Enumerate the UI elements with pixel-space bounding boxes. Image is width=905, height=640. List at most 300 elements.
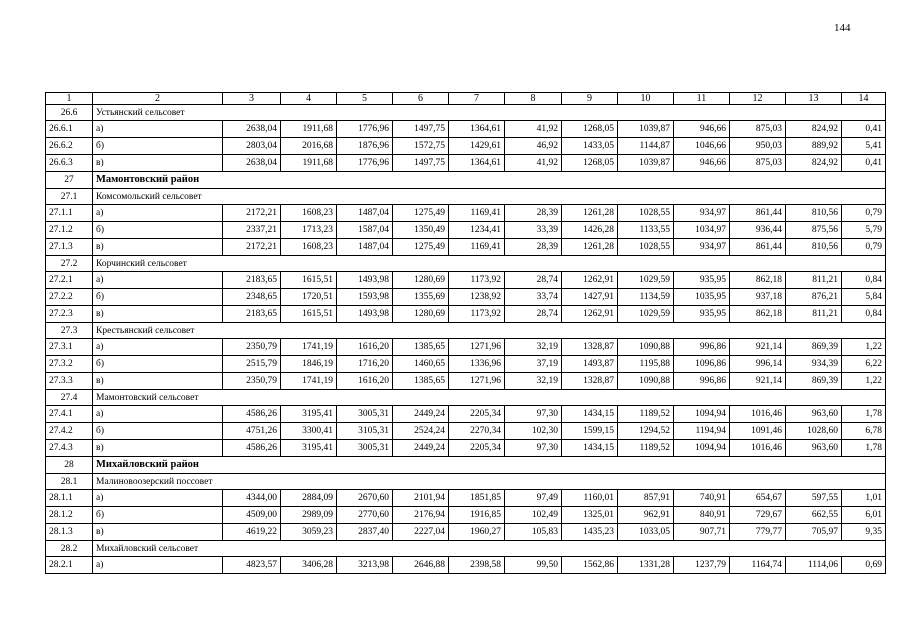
value-cell: 862,18 <box>730 306 786 323</box>
value-cell: 105,83 <box>505 524 562 541</box>
header-cell: 2 <box>93 93 223 105</box>
row-code: 27.3.3 <box>46 373 93 390</box>
value-cell: 1144,87 <box>618 138 674 155</box>
value-cell: 2183,65 <box>223 272 281 289</box>
section-title: Комсомольский сельсовет <box>93 189 886 205</box>
value-cell: 1261,28 <box>562 239 618 256</box>
value-cell: 876,21 <box>786 289 842 306</box>
value-cell: 2176,94 <box>393 507 449 524</box>
value-cell: 1336,96 <box>449 356 505 373</box>
value-cell: 597,55 <box>786 490 842 507</box>
value-cell: 1716,20 <box>337 356 393 373</box>
value-cell: 1487,04 <box>337 205 393 222</box>
value-cell: 5,41 <box>842 138 886 155</box>
value-cell: 33,74 <box>505 289 562 306</box>
value-cell: 1029,59 <box>618 272 674 289</box>
value-cell: 2172,21 <box>223 239 281 256</box>
value-cell: 1114,06 <box>786 557 842 574</box>
value-cell: 705,97 <box>786 524 842 541</box>
value-cell: 811,21 <box>786 306 842 323</box>
value-cell: 1562,86 <box>562 557 618 574</box>
section-title: Корчинский сельсовет <box>93 256 886 272</box>
value-cell: 1275,49 <box>393 239 449 256</box>
value-cell: 2449,24 <box>393 440 449 457</box>
row-code: 28.2 <box>46 541 93 557</box>
value-cell: 861,44 <box>730 239 786 256</box>
value-cell: 1427,91 <box>562 289 618 306</box>
value-cell: 32,19 <box>505 373 562 390</box>
value-cell: 6,22 <box>842 356 886 373</box>
value-cell: 811,21 <box>786 272 842 289</box>
table-row <box>46 507 886 524</box>
value-cell: 5,84 <box>842 289 886 306</box>
table-row <box>46 289 886 306</box>
value-cell: 41,92 <box>505 155 562 172</box>
value-cell: 2638,04 <box>223 155 281 172</box>
row-label: б) <box>93 138 223 155</box>
value-cell: 779,77 <box>730 524 786 541</box>
value-cell: 1133,55 <box>618 222 674 239</box>
value-cell: 1169,41 <box>449 239 505 256</box>
value-cell: 1271,96 <box>449 373 505 390</box>
value-cell: 1616,20 <box>337 373 393 390</box>
value-cell: 1096,86 <box>674 356 730 373</box>
value-cell: 1,78 <box>842 440 886 457</box>
value-cell: 1776,96 <box>337 121 393 138</box>
row-code: 27.1.3 <box>46 239 93 256</box>
table-row <box>46 155 886 172</box>
value-cell: 6,01 <box>842 507 886 524</box>
table-row <box>46 440 886 457</box>
value-cell: 2172,21 <box>223 205 281 222</box>
value-cell: 1433,05 <box>562 138 618 155</box>
header-cell: 11 <box>674 93 730 105</box>
value-cell: 0,79 <box>842 239 886 256</box>
header-cell: 3 <box>223 93 281 105</box>
value-cell: 3005,31 <box>337 406 393 423</box>
value-cell: 862,18 <box>730 272 786 289</box>
value-cell: 921,14 <box>730 373 786 390</box>
row-label: в) <box>93 306 223 323</box>
row-code: 27.4.2 <box>46 423 93 440</box>
value-cell: 97,30 <box>505 406 562 423</box>
value-cell: 963,60 <box>786 406 842 423</box>
header-cell: 14 <box>842 93 886 105</box>
value-cell: 962,91 <box>618 507 674 524</box>
value-cell: 1616,20 <box>337 339 393 356</box>
row-code: 26.6.1 <box>46 121 93 138</box>
value-cell: 2524,24 <box>393 423 449 440</box>
value-cell: 936,44 <box>730 222 786 239</box>
value-cell: 3300,41 <box>281 423 337 440</box>
value-cell: 1916,85 <box>449 507 505 524</box>
value-cell: 1325,01 <box>562 507 618 524</box>
value-cell: 1271,96 <box>449 339 505 356</box>
value-cell: 1599,15 <box>562 423 618 440</box>
value-cell: 1776,96 <box>337 155 393 172</box>
value-cell: 1435,23 <box>562 524 618 541</box>
value-cell: 41,92 <box>505 121 562 138</box>
value-cell: 0,41 <box>842 121 886 138</box>
row-code: 28.1.2 <box>46 507 93 524</box>
row-code: 28.1 <box>46 474 93 490</box>
row-code: 28 <box>46 457 93 474</box>
value-cell: 4823,57 <box>223 557 281 574</box>
value-cell: 1169,41 <box>449 205 505 222</box>
row-code: 28.1.1 <box>46 490 93 507</box>
row-code: 26.6 <box>46 105 93 121</box>
table-row <box>46 306 886 323</box>
value-cell: 97,30 <box>505 440 562 457</box>
value-cell: 1487,04 <box>337 239 393 256</box>
value-cell: 1234,41 <box>449 222 505 239</box>
row-code: 27.1.2 <box>46 222 93 239</box>
table-body <box>46 93 886 574</box>
section-row <box>46 390 886 406</box>
row-code: 27 <box>46 172 93 189</box>
row-code: 27.2.2 <box>46 289 93 306</box>
row-label: б) <box>93 356 223 373</box>
value-cell: 102,49 <box>505 507 562 524</box>
value-cell: 946,66 <box>674 155 730 172</box>
value-cell: 1355,69 <box>393 289 449 306</box>
value-cell: 1331,28 <box>618 557 674 574</box>
value-cell: 5,79 <box>842 222 886 239</box>
value-cell: 1189,52 <box>618 440 674 457</box>
table-row <box>46 406 886 423</box>
value-cell: 921,14 <box>730 339 786 356</box>
value-cell: 0,69 <box>842 557 886 574</box>
row-code: 28.1.3 <box>46 524 93 541</box>
value-cell: 1261,28 <box>562 205 618 222</box>
value-cell: 3005,31 <box>337 440 393 457</box>
value-cell: 4586,26 <box>223 440 281 457</box>
value-cell: 889,92 <box>786 138 842 155</box>
header-cell: 12 <box>730 93 786 105</box>
value-cell: 937,18 <box>730 289 786 306</box>
row-code: 27.2.1 <box>46 272 93 289</box>
value-cell: 28,74 <box>505 306 562 323</box>
value-cell: 1876,96 <box>337 138 393 155</box>
value-cell: 662,55 <box>786 507 842 524</box>
value-cell: 1497,75 <box>393 121 449 138</box>
table-row <box>46 373 886 390</box>
value-cell: 1090,88 <box>618 373 674 390</box>
value-cell: 2638,04 <box>223 121 281 138</box>
value-cell: 37,19 <box>505 356 562 373</box>
value-cell: 1851,85 <box>449 490 505 507</box>
value-cell: 1160,01 <box>562 490 618 507</box>
value-cell: 1911,68 <box>281 121 337 138</box>
value-cell: 1173,92 <box>449 306 505 323</box>
row-label: а) <box>93 557 223 574</box>
value-cell: 729,67 <box>730 507 786 524</box>
row-code: 27.3 <box>46 323 93 339</box>
value-cell: 2989,09 <box>281 507 337 524</box>
row-code: 27.4.1 <box>46 406 93 423</box>
value-cell: 1615,51 <box>281 306 337 323</box>
value-cell: 1364,61 <box>449 121 505 138</box>
value-cell: 810,56 <box>786 239 842 256</box>
value-cell: 1164,74 <box>730 557 786 574</box>
value-cell: 28,39 <box>505 239 562 256</box>
value-cell: 1608,23 <box>281 205 337 222</box>
value-cell: 950,03 <box>730 138 786 155</box>
value-cell: 869,39 <box>786 339 842 356</box>
row-label: а) <box>93 205 223 222</box>
district-row <box>46 457 886 474</box>
value-cell: 2884,09 <box>281 490 337 507</box>
value-cell: 935,95 <box>674 272 730 289</box>
row-code: 27.3.2 <box>46 356 93 373</box>
value-cell: 1493,87 <box>562 356 618 373</box>
value-cell: 3059,23 <box>281 524 337 541</box>
value-cell: 875,03 <box>730 155 786 172</box>
header-cell: 1 <box>46 93 93 105</box>
value-cell: 1460,65 <box>393 356 449 373</box>
value-cell: 4509,00 <box>223 507 281 524</box>
table-row <box>46 222 886 239</box>
value-cell: 1034,97 <box>674 222 730 239</box>
row-label: а) <box>93 339 223 356</box>
value-cell: 3213,98 <box>337 557 393 574</box>
header-cell: 7 <box>449 93 505 105</box>
value-cell: 1091,46 <box>730 423 786 440</box>
section-row <box>46 474 886 490</box>
value-cell: 1385,65 <box>393 339 449 356</box>
value-cell: 1016,46 <box>730 406 786 423</box>
row-label: а) <box>93 272 223 289</box>
value-cell: 2350,79 <box>223 339 281 356</box>
value-cell: 1094,94 <box>674 440 730 457</box>
table-row <box>46 339 886 356</box>
header-cell: 9 <box>562 93 618 105</box>
table-row <box>46 205 886 222</box>
value-cell: 2803,04 <box>223 138 281 155</box>
value-cell: 2337,21 <box>223 222 281 239</box>
value-cell: 0,84 <box>842 306 886 323</box>
value-cell: 32,19 <box>505 339 562 356</box>
section-row <box>46 189 886 205</box>
value-cell: 934,97 <box>674 205 730 222</box>
value-cell: 46,92 <box>505 138 562 155</box>
value-cell: 824,92 <box>786 121 842 138</box>
row-code: 26.6.2 <box>46 138 93 155</box>
value-cell: 28,74 <box>505 272 562 289</box>
value-cell: 1593,98 <box>337 289 393 306</box>
row-label: в) <box>93 239 223 256</box>
value-cell: 1173,92 <box>449 272 505 289</box>
value-cell: 4619,22 <box>223 524 281 541</box>
value-cell: 4586,26 <box>223 406 281 423</box>
value-cell: 2837,40 <box>337 524 393 541</box>
row-label: в) <box>93 440 223 457</box>
value-cell: 99,50 <box>505 557 562 574</box>
value-cell: 2205,34 <box>449 406 505 423</box>
row-label: в) <box>93 155 223 172</box>
value-cell: 28,39 <box>505 205 562 222</box>
page-number: 144 <box>834 22 851 34</box>
value-cell: 3105,31 <box>337 423 393 440</box>
row-code: 27.4 <box>46 390 93 406</box>
value-cell: 1713,23 <box>281 222 337 239</box>
value-cell: 1039,87 <box>618 155 674 172</box>
value-cell: 1237,79 <box>674 557 730 574</box>
value-cell: 102,30 <box>505 423 562 440</box>
value-cell: 1493,98 <box>337 272 393 289</box>
value-cell: 935,95 <box>674 306 730 323</box>
value-cell: 0,41 <box>842 155 886 172</box>
value-cell: 1028,60 <box>786 423 842 440</box>
header-cell: 6 <box>393 93 449 105</box>
section-title: Устьянский сельсовет <box>93 105 886 121</box>
row-code: 27.4.3 <box>46 440 93 457</box>
row-label: а) <box>93 490 223 507</box>
row-label: б) <box>93 289 223 306</box>
value-cell: 1572,75 <box>393 138 449 155</box>
value-cell: 2016,68 <box>281 138 337 155</box>
value-cell: 1328,87 <box>562 373 618 390</box>
value-cell: 861,44 <box>730 205 786 222</box>
value-cell: 2670,60 <box>337 490 393 507</box>
value-cell: 1238,92 <box>449 289 505 306</box>
value-cell: 1497,75 <box>393 155 449 172</box>
value-cell: 869,39 <box>786 373 842 390</box>
value-cell: 1587,04 <box>337 222 393 239</box>
section-row <box>46 323 886 339</box>
district-title: Михайловский район <box>93 457 886 474</box>
value-cell: 996,86 <box>674 373 730 390</box>
value-cell: 963,60 <box>786 440 842 457</box>
value-cell: 996,14 <box>730 356 786 373</box>
value-cell: 1194,94 <box>674 423 730 440</box>
value-cell: 1434,15 <box>562 406 618 423</box>
district-row <box>46 172 886 189</box>
row-code: 26.6.3 <box>46 155 93 172</box>
section-row <box>46 541 886 557</box>
header-cell: 10 <box>618 93 674 105</box>
value-cell: 1608,23 <box>281 239 337 256</box>
section-row <box>46 105 886 121</box>
header-cell: 8 <box>505 93 562 105</box>
value-cell: 1046,66 <box>674 138 730 155</box>
value-cell: 1385,65 <box>393 373 449 390</box>
value-cell: 857,91 <box>618 490 674 507</box>
table-row <box>46 239 886 256</box>
value-cell: 1094,94 <box>674 406 730 423</box>
row-code: 28.2.1 <box>46 557 93 574</box>
value-cell: 1280,69 <box>393 306 449 323</box>
value-cell: 3406,28 <box>281 557 337 574</box>
district-title: Мамонтовский район <box>93 172 886 189</box>
row-label: а) <box>93 406 223 423</box>
value-cell: 946,66 <box>674 121 730 138</box>
row-label: в) <box>93 524 223 541</box>
table-row <box>46 121 886 138</box>
value-cell: 1268,05 <box>562 155 618 172</box>
value-cell: 934,97 <box>674 239 730 256</box>
value-cell: 1090,88 <box>618 339 674 356</box>
value-cell: 6,78 <box>842 423 886 440</box>
value-cell: 2227,04 <box>393 524 449 541</box>
value-cell: 1364,61 <box>449 155 505 172</box>
value-cell: 3195,41 <box>281 440 337 457</box>
value-cell: 1029,59 <box>618 306 674 323</box>
value-cell: 1741,19 <box>281 339 337 356</box>
value-cell: 840,91 <box>674 507 730 524</box>
value-cell: 1429,61 <box>449 138 505 155</box>
row-label: б) <box>93 507 223 524</box>
value-cell: 1328,87 <box>562 339 618 356</box>
value-cell: 824,92 <box>786 155 842 172</box>
value-cell: 4751,26 <box>223 423 281 440</box>
value-cell: 1028,55 <box>618 205 674 222</box>
value-cell: 1,01 <box>842 490 886 507</box>
header-cell: 4 <box>281 93 337 105</box>
value-cell: 934,39 <box>786 356 842 373</box>
value-cell: 9,35 <box>842 524 886 541</box>
value-cell: 97,49 <box>505 490 562 507</box>
value-cell: 1035,95 <box>674 289 730 306</box>
header-cell: 5 <box>337 93 393 105</box>
section-title: Малиновоозерский поссовет <box>93 474 886 490</box>
value-cell: 1039,87 <box>618 121 674 138</box>
table-row <box>46 272 886 289</box>
value-cell: 1189,52 <box>618 406 674 423</box>
table-row <box>46 138 886 155</box>
value-cell: 875,56 <box>786 222 842 239</box>
section-title: Крестьянский сельсовет <box>93 323 886 339</box>
value-cell: 654,67 <box>730 490 786 507</box>
table-row <box>46 490 886 507</box>
section-row <box>46 256 886 272</box>
value-cell: 2646,88 <box>393 557 449 574</box>
value-cell: 1615,51 <box>281 272 337 289</box>
value-cell: 4344,00 <box>223 490 281 507</box>
value-cell: 1911,68 <box>281 155 337 172</box>
value-cell: 740,91 <box>674 490 730 507</box>
row-code: 27.1 <box>46 189 93 205</box>
value-cell: 0,84 <box>842 272 886 289</box>
row-code: 27.2.3 <box>46 306 93 323</box>
value-cell: 1493,98 <box>337 306 393 323</box>
value-cell: 1960,27 <box>449 524 505 541</box>
value-cell: 2205,34 <box>449 440 505 457</box>
value-cell: 1426,28 <box>562 222 618 239</box>
value-cell: 1275,49 <box>393 205 449 222</box>
value-cell: 33,39 <box>505 222 562 239</box>
value-cell: 2770,60 <box>337 507 393 524</box>
section-title: Михайловский сельсовет <box>93 541 886 557</box>
value-cell: 907,71 <box>674 524 730 541</box>
value-cell: 1268,05 <box>562 121 618 138</box>
value-cell: 1028,55 <box>618 239 674 256</box>
value-cell: 1280,69 <box>393 272 449 289</box>
value-cell: 1016,46 <box>730 440 786 457</box>
value-cell: 2515,79 <box>223 356 281 373</box>
value-cell: 1294,52 <box>618 423 674 440</box>
row-code: 27.2 <box>46 256 93 272</box>
value-cell: 3195,41 <box>281 406 337 423</box>
value-cell: 1434,15 <box>562 440 618 457</box>
value-cell: 2449,24 <box>393 406 449 423</box>
section-title: Мамонтовский сельсовет <box>93 390 886 406</box>
table-row <box>46 524 886 541</box>
value-cell: 1262,91 <box>562 306 618 323</box>
header-row <box>46 93 886 105</box>
value-cell: 996,86 <box>674 339 730 356</box>
value-cell: 1262,91 <box>562 272 618 289</box>
